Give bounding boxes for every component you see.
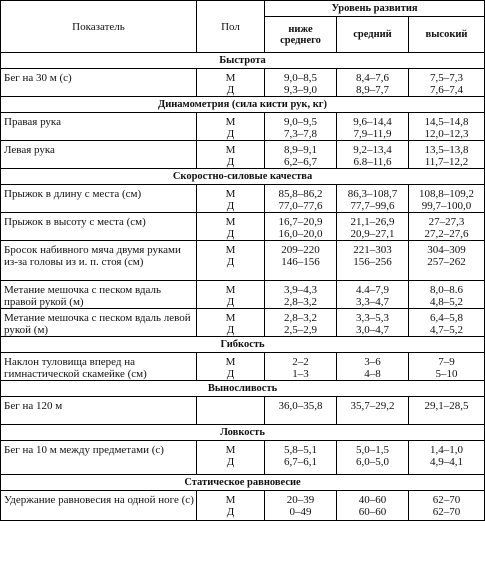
high-level-values — [409, 69, 485, 97]
indicator-name: Левая рука — [1, 141, 197, 169]
low-level-values — [265, 241, 337, 281]
table-row — [1, 281, 485, 309]
medium-level-values — [337, 185, 409, 213]
sex-label: Д — [226, 324, 235, 336]
section-row — [1, 97, 485, 113]
section-title: Статическое равновесие — [1, 475, 485, 491]
value-range: 156–256 — [353, 256, 392, 268]
sex-label: Д — [226, 128, 235, 140]
value-range: 36,0–35,8 — [278, 400, 323, 412]
header-medium: средний — [337, 17, 409, 53]
value-range: 77,7–99,6 — [350, 200, 395, 212]
value-range: 9,6–14,4 — [353, 116, 392, 128]
table-row — [1, 353, 485, 381]
section-row — [1, 425, 485, 441]
medium-level-values — [337, 309, 409, 337]
low-level-values — [265, 441, 337, 475]
section-row — [1, 475, 485, 491]
value-range: 9,3–9,0 — [284, 84, 317, 96]
value-range: 4.4–7,9 — [356, 284, 389, 296]
value-range: 6,7–6,1 — [284, 456, 317, 468]
value-range: 8,9–9,1 — [284, 144, 317, 156]
value-range: 7,5–7,3 — [430, 72, 464, 84]
sex-values — [197, 213, 265, 241]
section-row — [1, 53, 485, 69]
value-range: 3,9–4,3 — [284, 284, 317, 296]
value-range: 20,9–27,1 — [350, 228, 395, 240]
section-title: Быстрота — [1, 53, 485, 69]
value-range: 2,5–2,9 — [284, 324, 317, 336]
sex-values — [197, 141, 265, 169]
value-range: 8,0–8.6 — [430, 284, 464, 296]
sex-values — [197, 185, 265, 213]
value-range: 257–262 — [427, 256, 466, 268]
value-range: 221–303 — [353, 244, 392, 256]
medium-level-values — [337, 491, 409, 521]
value-range: 1,4–1,0 — [430, 444, 464, 456]
value-range: 6.8–11,6 — [353, 156, 392, 168]
value-range: 35,7–29,2 — [350, 400, 395, 412]
value-range: 3,3–4,7 — [356, 296, 389, 308]
sex-values — [197, 281, 265, 309]
medium-level-values — [337, 69, 409, 97]
header-indicator: Показатель — [1, 1, 197, 53]
value-range: 99,7–100,0 — [421, 200, 472, 212]
sex-label: М — [225, 72, 236, 84]
sex-label: Д — [226, 256, 235, 268]
indicator-name: Метание мешочка с песком вдаль левой рукой (м) — [1, 309, 197, 337]
header-sex: Пол — [197, 1, 265, 53]
value-range: 3,0–4,7 — [356, 324, 389, 336]
high-level-values — [409, 353, 485, 381]
section-title: Скоростно-силовые качества — [1, 169, 485, 185]
value-range: 40–60 — [358, 494, 387, 506]
sex-label: Д — [226, 84, 235, 96]
section-title: Гибкость — [1, 337, 485, 353]
value-range: 86,3–108,7 — [347, 188, 398, 200]
section-row — [1, 337, 485, 353]
high-level-values — [409, 141, 485, 169]
sex-values — [197, 113, 265, 141]
value-range: 209–220 — [281, 244, 320, 256]
header-high: высокий — [409, 17, 485, 53]
sex-values — [197, 441, 265, 475]
value-range: 21,1–26,9 — [350, 216, 395, 228]
value-range: 27–27,3 — [428, 216, 465, 228]
value-range: 3–6 — [364, 356, 381, 368]
header-level: Уровень развития — [265, 1, 485, 17]
value-range: 6,0–5,0 — [356, 456, 389, 468]
table-row — [1, 441, 485, 475]
sex-label: М — [225, 284, 236, 296]
value-range: 0–49 — [289, 506, 312, 518]
value-range: 3,3–5,3 — [356, 312, 389, 324]
value-range: 77,0–77,6 — [278, 200, 323, 212]
high-level-values — [409, 281, 485, 309]
table-row — [1, 491, 485, 521]
sex-values — [197, 353, 265, 381]
indicator-name: Прыжок в длину с места (см) — [1, 185, 197, 213]
medium-level-values — [337, 113, 409, 141]
high-level-values — [409, 491, 485, 521]
sex-label: Д — [226, 156, 235, 168]
value-range: 9,0–9,5 — [284, 116, 317, 128]
section-row — [1, 381, 485, 397]
high-level-values — [409, 185, 485, 213]
value-range: 5,0–1,5 — [356, 444, 389, 456]
section-row — [1, 169, 485, 185]
sex-label: Д — [226, 368, 235, 380]
value-range: 6,4–5,8 — [430, 312, 464, 324]
sex-label: Д — [226, 296, 235, 308]
table-row — [1, 69, 485, 97]
value-range: 5,8–5,1 — [284, 444, 317, 456]
header-low: ниже среднего — [265, 17, 337, 53]
value-range: 85,8–86,2 — [278, 188, 323, 200]
low-level-values — [265, 309, 337, 337]
value-range: 16,7–20,9 — [278, 216, 323, 228]
medium-level-values — [337, 213, 409, 241]
value-range: 9,0–8,5 — [284, 72, 317, 84]
section-title: Ловкость — [1, 425, 485, 441]
value-range: 2,8–3,2 — [284, 312, 317, 324]
value-range: 14,5–14,8 — [424, 116, 469, 128]
high-level-values — [409, 213, 485, 241]
value-range: 13,5–13,8 — [424, 144, 469, 156]
value-range: 7–9 — [438, 356, 455, 368]
sex-label: М — [225, 144, 236, 156]
low-level-values — [265, 213, 337, 241]
value-range: 8,4–7,6 — [356, 72, 389, 84]
low-level-values — [265, 397, 337, 425]
sex-label: Д — [226, 228, 235, 240]
table-row — [1, 213, 485, 241]
indicator-name: Бег на 10 м между предметами (с) — [1, 441, 197, 475]
value-range: 4–8 — [364, 368, 381, 380]
sex-values — [197, 69, 265, 97]
value-range: 8,9–7,7 — [356, 84, 389, 96]
sex-label: Д — [226, 456, 235, 468]
table-row — [1, 141, 485, 169]
table-body — [1, 53, 485, 521]
medium-level-values — [337, 353, 409, 381]
value-range: 62–70 — [432, 506, 461, 518]
value-range: 146–156 — [281, 256, 320, 268]
value-range: 27,2–27,6 — [424, 228, 469, 240]
sex-label: М — [225, 444, 236, 456]
sex-values — [197, 397, 265, 425]
medium-level-values — [337, 441, 409, 475]
value-range: 6,2–6,7 — [284, 156, 317, 168]
value-range: 20–39 — [286, 494, 315, 506]
medium-level-values — [337, 281, 409, 309]
value-range: 7,6–7,4 — [430, 84, 464, 96]
value-range: 7,3–7,8 — [284, 128, 317, 140]
medium-level-values — [337, 241, 409, 281]
indicator-name: Бег на 30 м (с) — [1, 69, 197, 97]
low-level-values — [265, 491, 337, 521]
low-level-values — [265, 281, 337, 309]
low-level-values — [265, 185, 337, 213]
value-range: 5–10 — [435, 368, 458, 380]
indicator-name: Метание мешочка с песком вдаль правой рукой (м) — [1, 281, 197, 309]
sex-values — [197, 491, 265, 521]
sex-label: М — [225, 244, 236, 256]
table-row — [1, 397, 485, 425]
low-level-values — [265, 353, 337, 381]
value-range: 2–2 — [292, 356, 309, 368]
value-range: 16,0–20,0 — [278, 228, 323, 240]
value-range: 9,2–13,4 — [353, 144, 392, 156]
high-level-values — [409, 241, 485, 281]
value-range: 2,8–3,2 — [284, 296, 317, 308]
indicator-name: Удержание равновесия на одной ноге (с) — [1, 491, 197, 521]
value-range: 62–70 — [432, 494, 461, 506]
value-range: 304–309 — [427, 244, 466, 256]
value-range: 108,8–109,2 — [419, 188, 475, 200]
indicator-name: Правая рука — [1, 113, 197, 141]
sex-label: Д — [226, 200, 235, 212]
table-row — [1, 113, 485, 141]
table-row — [1, 185, 485, 213]
value-range: 4,7–5,2 — [430, 324, 464, 336]
high-level-values — [409, 113, 485, 141]
value-range: 60–60 — [358, 506, 387, 518]
value-range: 29,1–28,5 — [424, 400, 469, 412]
table-row — [1, 309, 485, 337]
sex-label: М — [225, 116, 236, 128]
sex-values — [197, 241, 265, 281]
section-title: Выносливость — [1, 381, 485, 397]
indicator-name: Наклон туловища вперед на гимнастической скамейке (см) — [1, 353, 197, 381]
sex-label: М — [225, 312, 236, 324]
low-level-values — [265, 69, 337, 97]
indicator-name: Бросок набивного мяча двумя руками из-за головы из и. п. стоя (см) — [1, 241, 197, 281]
value-range: 1–3 — [292, 368, 309, 380]
value-range: 12,0–12,3 — [424, 128, 469, 140]
table-header — [1, 1, 485, 53]
high-level-values — [409, 397, 485, 425]
sex-label: М — [225, 216, 236, 228]
value-range: 7,9–11,9 — [353, 128, 392, 140]
value-range: 4,8–5,2 — [430, 296, 464, 308]
high-level-values — [409, 441, 485, 475]
value-range: 4,9–4,1 — [430, 456, 464, 468]
low-level-values — [265, 113, 337, 141]
indicator-name: Прыжок в высоту с места (см) — [1, 213, 197, 241]
medium-level-values — [337, 141, 409, 169]
sex-values — [197, 309, 265, 337]
sex-label: М — [225, 494, 236, 506]
medium-level-values — [337, 397, 409, 425]
indicator-name: Бег на 120 м — [1, 397, 197, 425]
value-range: 11,7–12,2 — [424, 156, 469, 168]
sex-label: Д — [226, 506, 235, 518]
table-row — [1, 241, 485, 281]
low-level-values — [265, 141, 337, 169]
section-title: Динамометрия (сила кисти рук, кг) — [1, 97, 485, 113]
high-level-values — [409, 309, 485, 337]
sex-label: М — [225, 356, 236, 368]
sex-label: М — [225, 188, 236, 200]
